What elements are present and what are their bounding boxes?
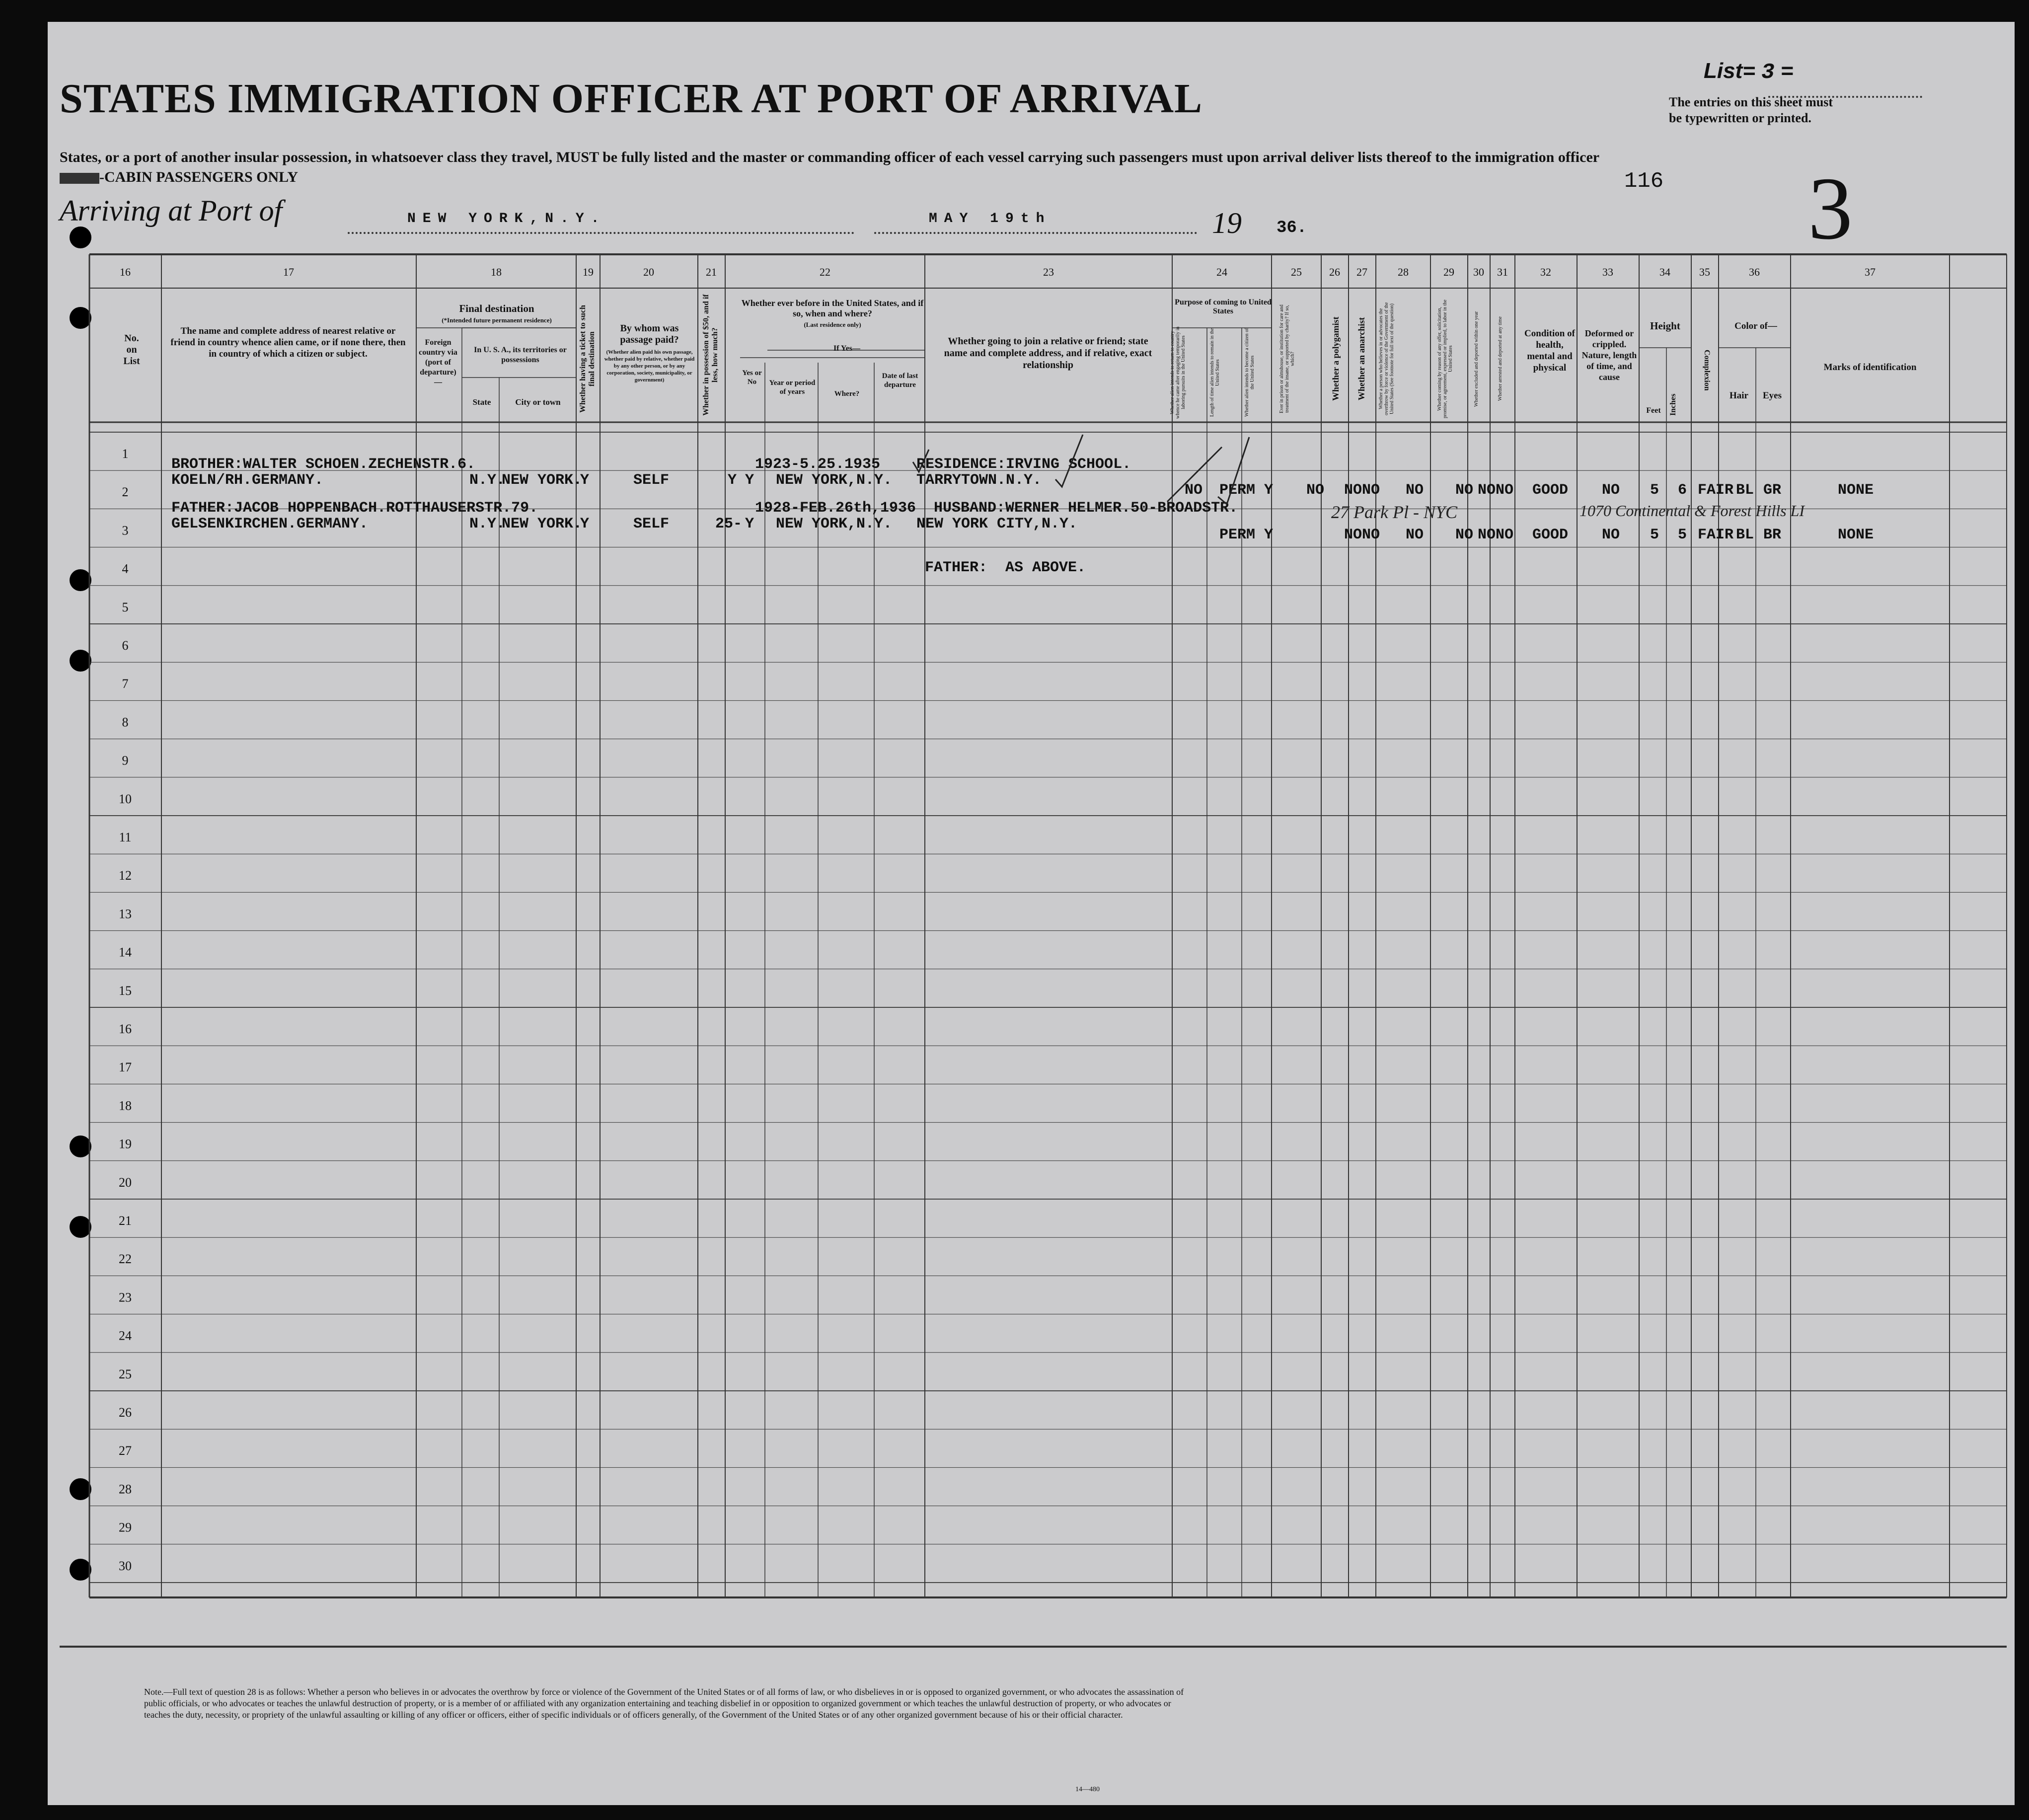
row2-before-years: 1928-FEB.26th,1936 bbox=[755, 500, 916, 517]
column-number: 25 bbox=[1291, 266, 1302, 278]
row1-marks: NONE bbox=[1838, 482, 1874, 499]
row1-prison: NO bbox=[1306, 482, 1325, 499]
row2-join-line2: NEW YORK CITY,N.Y. bbox=[916, 516, 1078, 532]
row-number: 9 bbox=[122, 753, 129, 768]
row1-city: NEW YORK. bbox=[502, 472, 583, 489]
col19-header: Whether having a ticket to such final destination bbox=[579, 304, 596, 413]
column-number: 18 bbox=[491, 266, 502, 278]
column-number: 17 bbox=[283, 266, 294, 278]
row1-purpose-citizen: Y bbox=[1264, 482, 1274, 499]
row-number: 7 bbox=[122, 677, 129, 691]
row1-before-years: 1923-5.25.1935 bbox=[755, 456, 881, 473]
col34-inches: Inches bbox=[1669, 393, 1677, 416]
col24-citizen: Whether alien intends to become a citizen of the United States bbox=[1244, 328, 1255, 417]
row1-excluded-arrested: NONO bbox=[1478, 482, 1514, 499]
row1-offer: NO bbox=[1455, 482, 1474, 499]
row-number: 24 bbox=[119, 1328, 132, 1343]
col26-header: Whether a polygamist bbox=[1331, 316, 1341, 401]
row1-relative-line1: BROTHER:WALTER SCHOEN.ZECHENSTR.6. bbox=[171, 456, 476, 473]
date-value: MAY 19th bbox=[929, 211, 1052, 227]
row2-before-where: NEW YORK,N.Y. bbox=[776, 516, 893, 532]
row2-relative-line1: FATHER:JACOB HOPPENBACH.ROTTHAUSERSTR.79. bbox=[171, 500, 538, 517]
col17-header: The name and complete address of nearest relative or friend in country whence alien came, or if none there, then in country of which a citizen or subject. bbox=[170, 326, 406, 359]
row2-join-line1: HUSBAND:WERNER HELMER.50-BROADSTR. bbox=[934, 500, 1238, 517]
column-number: 30 bbox=[1473, 266, 1484, 278]
row-number: 15 bbox=[119, 983, 132, 998]
col22-where: Where? bbox=[834, 390, 860, 398]
row-number: 1 bbox=[122, 447, 129, 461]
footnote: Note.—Full text of question 28 is as follows: Whether a person who believes in or advocates the overthrow by force or violence of the Government of the United States or of all forms of law, or who disbelieves in or is opposed to organized government, or who advocates the assassination of public officials, or who advocates or teaches the unlawful destruction of property, or is a member of or affiliated with any organization entertaining and teaching disbelief in or opposition to organized government or which teaches the unlawful destruction of property, or who advocates or teaches the duty, necessity, or propriety of the unlawful assaulting or killing of any officer or officers, either of specific individuals or of officers generally, of the Government of the United States or of any other organized government because of his or their official character. bbox=[144, 1687, 1184, 1720]
row1-hair: BL bbox=[1736, 482, 1754, 499]
row1-paid-by: SELF bbox=[633, 472, 670, 489]
col30-header: Whether excluded and deported within one year bbox=[1474, 311, 1479, 407]
row-number: 22 bbox=[119, 1252, 132, 1267]
row1-complexion: FAIR bbox=[1698, 482, 1734, 499]
col32-header: Condition of health, mental and physical bbox=[1524, 328, 1575, 373]
row-number: 18 bbox=[119, 1098, 132, 1113]
row2-join-line3: FATHER: AS ABOVE. bbox=[925, 559, 1086, 576]
col23-header: Whether going to join a relative or friend; state name and complete address, and if relative, exact relationship bbox=[944, 336, 1152, 371]
row2-overthrow: NO bbox=[1406, 527, 1424, 543]
col37-header: Marks of identification bbox=[1823, 362, 1917, 373]
row1-purpose-length: PERM bbox=[1219, 482, 1256, 499]
row1-inches: 6 bbox=[1678, 482, 1687, 499]
form-code: 14—480 bbox=[1075, 1786, 1100, 1793]
row-number: 23 bbox=[119, 1290, 132, 1305]
column-number: 29 bbox=[1443, 266, 1454, 278]
row1-ticket: Y bbox=[580, 472, 590, 489]
col31-header: Whether arrested and deported at any time bbox=[1498, 316, 1503, 401]
row2-money: 25- bbox=[715, 516, 743, 532]
row2-complexion: FAIR bbox=[1698, 527, 1734, 543]
column-number: 22 bbox=[820, 266, 830, 278]
col33-header: Deformed or crippled. Nature, length of time, and cause bbox=[1581, 328, 1637, 382]
column-number: 16 bbox=[120, 266, 131, 278]
row-number: 8 bbox=[122, 715, 129, 730]
row1-money: Y bbox=[728, 472, 737, 489]
row1-relative-line2: KOELN/RH.GERMANY. bbox=[171, 472, 324, 489]
row2-city: NEW YORK. bbox=[502, 516, 583, 532]
check-mark bbox=[1167, 447, 1222, 502]
row2-hair: BL bbox=[1736, 527, 1754, 543]
row-number: 30 bbox=[119, 1558, 132, 1573]
row-number: 19 bbox=[119, 1137, 132, 1151]
row1-before-yesno: Y bbox=[745, 472, 754, 489]
row2-feet: 5 bbox=[1650, 527, 1659, 543]
row2-relative-line2: GELSENKIRCHEN.GERMANY. bbox=[171, 516, 369, 532]
col18-state: State bbox=[472, 397, 491, 407]
col36-title: Color of— bbox=[1734, 321, 1777, 331]
col16-header: No. on List bbox=[123, 333, 140, 367]
column-number: 21 bbox=[706, 266, 717, 278]
row-number: 2 bbox=[122, 485, 129, 500]
col22-date: Date of last departure bbox=[882, 372, 918, 389]
col36-eyes: Eyes bbox=[1763, 390, 1782, 401]
col36-hair: Hair bbox=[1729, 390, 1748, 401]
check-mark bbox=[1055, 435, 1083, 487]
row-number: 26 bbox=[119, 1405, 132, 1420]
column-number: 19 bbox=[583, 266, 594, 278]
year-suffix: 36. bbox=[1277, 219, 1307, 237]
row2-state: N.Y. bbox=[469, 516, 506, 532]
row1-overthrow: NO bbox=[1406, 482, 1424, 499]
row2-inches: 5 bbox=[1678, 527, 1687, 543]
col22-ifyes: If Yes— bbox=[833, 344, 861, 353]
col27-header: Whether an anarchist bbox=[1356, 317, 1366, 401]
row1-eyes: GR bbox=[1763, 482, 1782, 499]
row1-deformed: NO bbox=[1602, 482, 1620, 499]
column-number: 27 bbox=[1356, 266, 1367, 278]
list-number: List= 3 = bbox=[1704, 59, 1794, 85]
row-number: 28 bbox=[119, 1482, 132, 1497]
row-number: 16 bbox=[119, 1022, 132, 1036]
col22-title: Whether ever before in the United States, and if so, when and where? (Last residence only) bbox=[741, 298, 924, 328]
col25-header: Ever in prison or almshouse, or institution for care and treatment of the insane, or supported by charity? If so, which? bbox=[1279, 304, 1295, 413]
check-mark bbox=[913, 450, 929, 472]
col35-header: Complexion bbox=[1703, 349, 1711, 391]
column-number: 37 bbox=[1865, 266, 1876, 278]
row-number: 17 bbox=[119, 1060, 132, 1075]
row2-health: GOOD bbox=[1532, 527, 1569, 543]
column-number: 26 bbox=[1329, 266, 1340, 278]
row1-health: GOOD bbox=[1532, 482, 1569, 499]
row1-polygamist-anarchist: NONO bbox=[1344, 482, 1380, 499]
row2-purpose-length: PERM bbox=[1219, 527, 1256, 543]
row-number: 10 bbox=[119, 791, 132, 806]
port-value: NEW YORK,N.Y. bbox=[407, 211, 606, 227]
col22-yesno: Yes or No bbox=[742, 369, 762, 386]
column-number: 23 bbox=[1043, 266, 1054, 278]
col24-title: Purpose of coming to United States bbox=[1175, 298, 1272, 315]
column-number: 28 bbox=[1398, 266, 1409, 278]
col28-header: Whether a person who believes in or advocates the overthrow by force or violence of the Government of the United States (See footnote for full text of the question) bbox=[1378, 302, 1395, 416]
row2-deformed: NO bbox=[1602, 527, 1620, 543]
row-number: 21 bbox=[119, 1213, 132, 1228]
row-number: 5 bbox=[122, 600, 129, 614]
row-number: 4 bbox=[122, 561, 129, 576]
row1-feet: 5 bbox=[1650, 482, 1659, 499]
row2-handwritten-address: 27 Park Pl - NYC bbox=[1331, 502, 1458, 522]
typewritten-note: The entries on this sheet must be typewritten or printed. bbox=[1669, 95, 1833, 125]
cabin-class: -CABIN PASSENGERS ONLY bbox=[60, 169, 298, 186]
column-number: 34 bbox=[1659, 266, 1670, 278]
col18-city: City or town bbox=[515, 397, 561, 407]
row2-paid-by: SELF bbox=[633, 516, 670, 532]
col18-usa: In U. S. A., its territories or possessions bbox=[474, 346, 567, 364]
sheet-number: 3 bbox=[1808, 159, 1853, 258]
row2-purpose-citizen: Y bbox=[1264, 527, 1274, 543]
row1-join-line1: RESIDENCE:IRVING SCHOOL. bbox=[916, 456, 1131, 473]
row2-handwritten-address2: 1070 Continental & Forest Hills LI bbox=[1579, 502, 1805, 520]
row-number: 13 bbox=[119, 907, 132, 921]
col20-header: By whom was passage paid? (Whether alien paid his own passage, whether paid by relative, whether paid by any other person, or by any corporation, society, municipality, or government) bbox=[604, 323, 695, 383]
col24-length: Length of time alien intends to remain in the United States bbox=[1209, 328, 1220, 417]
column-number: 33 bbox=[1602, 266, 1613, 278]
row-number: 14 bbox=[119, 945, 132, 960]
row-number: 27 bbox=[119, 1443, 132, 1458]
col21-header: Whether in possession of $50, and if less, how much? bbox=[702, 294, 719, 416]
row2-excluded-arrested: NONO bbox=[1478, 527, 1514, 543]
check-mark bbox=[1218, 437, 1249, 504]
col22-year: Year or period of years bbox=[769, 379, 816, 396]
column-number: 35 bbox=[1699, 266, 1710, 278]
column-number: 24 bbox=[1216, 266, 1227, 278]
row-number: 29 bbox=[119, 1520, 132, 1535]
column-number: 32 bbox=[1540, 266, 1551, 278]
row1-state: N.Y. bbox=[469, 472, 506, 489]
col18-title: Final destination (*Intended future permanent residence) bbox=[442, 303, 552, 324]
stamp-number: 116 bbox=[1624, 169, 1664, 194]
row2-ticket: Y bbox=[580, 516, 590, 532]
col34-feet: Feet bbox=[1646, 406, 1661, 415]
row2-polygamist-anarchist: NONO bbox=[1344, 527, 1380, 543]
column-number: 20 bbox=[643, 266, 654, 278]
row2-before-yesno: Y bbox=[745, 516, 754, 532]
arriving-label: Arriving at Port of bbox=[60, 194, 283, 227]
col34-title: Height bbox=[1650, 320, 1680, 332]
page-title: STATES IMMIGRATION OFFICER AT PORT OF ARRIVAL bbox=[60, 76, 1203, 122]
col18-foreign: Foreign country via (port of departure)— bbox=[419, 338, 457, 386]
year-prefix: 19 bbox=[1212, 207, 1242, 239]
row-number: 20 bbox=[119, 1175, 132, 1190]
row2-offer: NO bbox=[1455, 527, 1474, 543]
row2-eyes: BR bbox=[1763, 527, 1782, 543]
row-number: 11 bbox=[119, 830, 132, 844]
col29-header: Whether coming by reason of any offer, solicitation, promise, or agreement, expressed or implied, to labor in the United States bbox=[1437, 300, 1453, 418]
row1-purpose-return: NO bbox=[1185, 482, 1203, 499]
row1-before-where: NEW YORK,N.Y. bbox=[776, 472, 893, 489]
column-number: 31 bbox=[1497, 266, 1508, 278]
column-number: 36 bbox=[1749, 266, 1760, 278]
row1-join-line2: TARRYTOWN.N.Y. bbox=[916, 472, 1042, 489]
row-number: 6 bbox=[122, 638, 129, 653]
col24-return: Whether alien intends to return to country whence he came after engaging temporarily in laboring pursuits in the United States bbox=[1170, 326, 1186, 419]
row-number: 12 bbox=[119, 868, 132, 883]
form-instructions: States, or a port of another insular possession, in whatsoever class they travel, MUST be fully listed and the master or commanding officer of each vessel carrying such passengers must upon arrival deliver lists thereof to the immigration officer bbox=[60, 149, 1600, 165]
row-number: 25 bbox=[119, 1366, 132, 1381]
row-number: 3 bbox=[122, 523, 129, 538]
row2-marks: NONE bbox=[1838, 527, 1874, 543]
